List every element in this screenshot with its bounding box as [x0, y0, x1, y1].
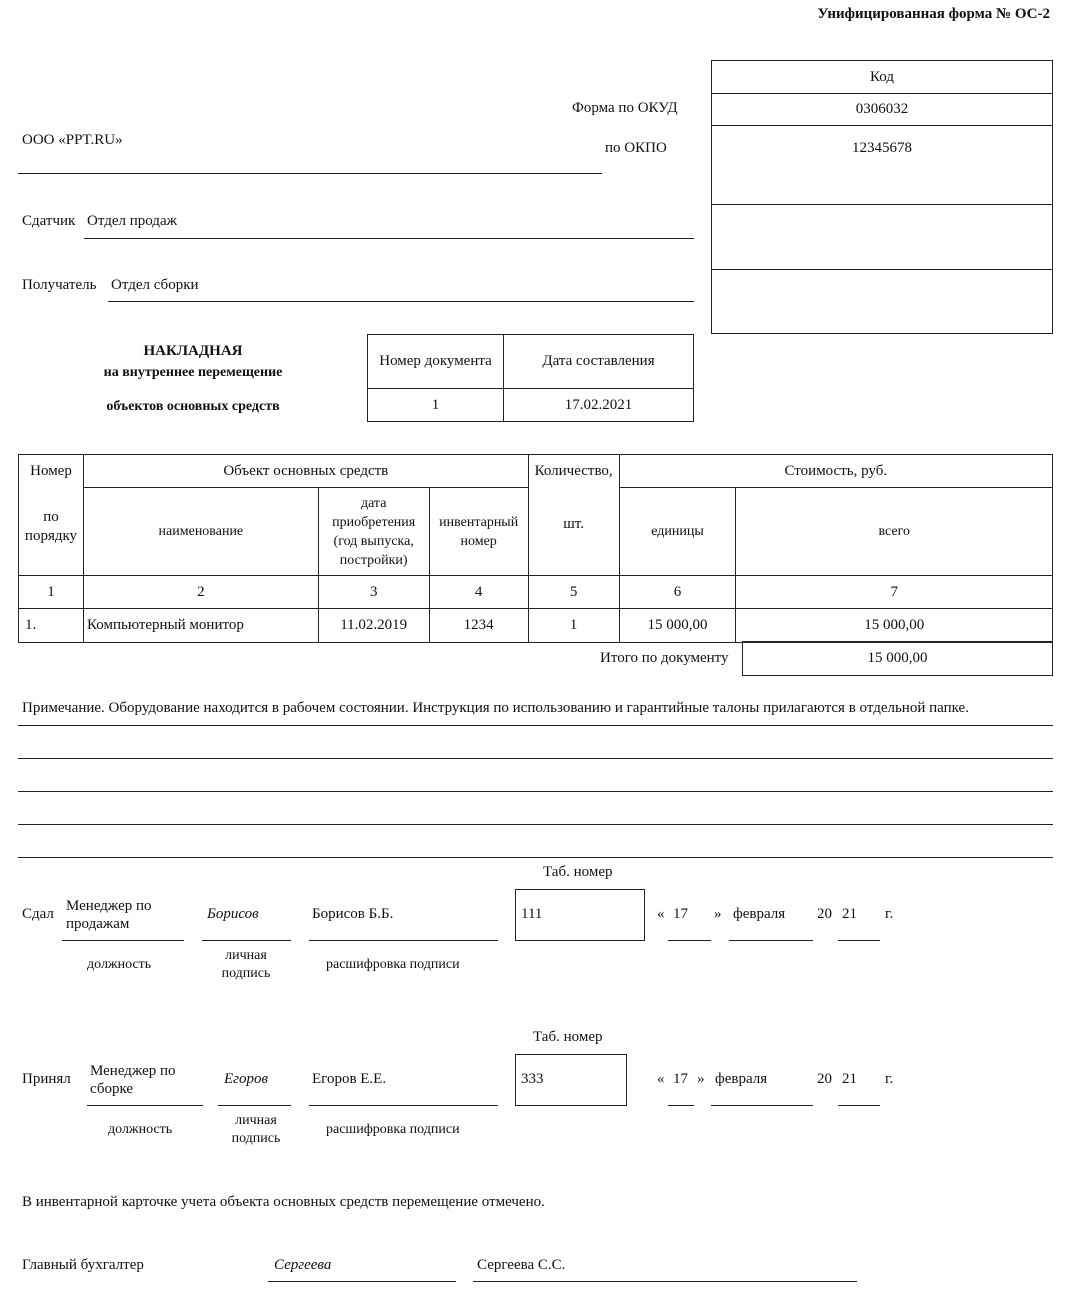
- okpo-value: 12345678: [852, 140, 912, 156]
- accountant-label: Главный бухгалтер: [22, 1257, 144, 1273]
- received-tab-number: 333: [521, 1071, 544, 1087]
- handed-name-line: [309, 940, 498, 941]
- received-label: Принял: [22, 1071, 71, 1087]
- accountant-signature-line: [268, 1281, 456, 1282]
- handed-cap-signature: личная подпись: [221, 948, 271, 981]
- code-header: Код: [711, 60, 1053, 94]
- col-number: 2: [83, 576, 318, 609]
- handed-signature: Борисов: [207, 906, 259, 922]
- total-header: всего: [736, 488, 1053, 576]
- handed-day: 17: [673, 906, 688, 922]
- received-month: февраля: [715, 1071, 768, 1087]
- handed-g: г.: [885, 906, 894, 922]
- handed-position: Менеджер по продажам: [66, 898, 152, 932]
- note-line: [18, 758, 1053, 759]
- note-text: Примечание. Оборудование находится в рабочем состоянии. Инструкция по использованию и гарантийные талоны прилагаются в отдельной папке.: [22, 700, 969, 716]
- handed-month: февраля: [733, 906, 786, 922]
- col-number: 7: [736, 576, 1053, 609]
- col-number: 5: [528, 576, 619, 609]
- doc-number-value: 1: [368, 389, 504, 422]
- assets-table: [18, 454, 1053, 643]
- note-line: [18, 791, 1053, 792]
- organization-line: [18, 173, 602, 174]
- received-year-prefix: 20: [817, 1071, 832, 1087]
- received-name: Егоров Е.Е.: [312, 1071, 387, 1087]
- sender-label: Сдатчик: [22, 213, 76, 229]
- handed-signature-line: [202, 940, 291, 941]
- note-line: [18, 725, 1053, 726]
- doc-number-table: [367, 334, 694, 422]
- cost-header: Стоимость, руб.: [619, 455, 1052, 488]
- code-empty-1: [711, 204, 1053, 270]
- num-header-bottom: по порядку: [24, 509, 78, 544]
- quote-close: »: [714, 906, 722, 922]
- handed-cap-position: должность: [87, 957, 152, 972]
- handed-tab-label: Таб. номер: [543, 864, 613, 880]
- col-number: 6: [619, 576, 736, 609]
- received-day-line: [668, 1105, 694, 1106]
- received-year: 21: [842, 1071, 857, 1087]
- code-empty-2: [711, 269, 1053, 334]
- table-row: [19, 609, 1053, 643]
- doc-number-header: Номер документа: [368, 335, 504, 389]
- received-position-line: [87, 1105, 203, 1106]
- quote-open: «: [657, 906, 665, 922]
- inventory-note: В инвентарной карточке учета объекта основных средств перемещение отмечено.: [22, 1194, 545, 1210]
- handed-position-line: [62, 940, 184, 941]
- received-g: г.: [885, 1071, 894, 1087]
- received-signature-line: [218, 1105, 291, 1106]
- handed-cap-name: расшифровка подписи: [326, 957, 460, 972]
- receiver-label: Получатель: [22, 277, 97, 293]
- handed-day-line: [668, 940, 711, 941]
- quote-open: «: [657, 1071, 665, 1087]
- qty-header: [528, 455, 619, 576]
- handed-label: Сдал: [22, 906, 54, 922]
- object-header: Объект основных средств: [83, 455, 528, 488]
- name-header: наименование: [83, 488, 318, 576]
- num-header: [19, 455, 84, 576]
- row-date: 11.02.2019: [318, 609, 429, 643]
- handed-year: 21: [842, 906, 857, 922]
- received-month-line: [711, 1105, 813, 1106]
- received-tab-box: [515, 1054, 627, 1106]
- total-label: Итого по документу: [600, 650, 729, 666]
- accountant-name: Сергеева С.С.: [477, 1257, 566, 1273]
- note-line: [18, 857, 1053, 858]
- handed-year-prefix: 20: [817, 906, 832, 922]
- row-name: Компьютерный монитор: [83, 609, 318, 643]
- accountant-name-line: [473, 1281, 857, 1282]
- handed-month-line: [729, 940, 813, 941]
- row-num: 1.: [19, 609, 84, 643]
- sender-value: Отдел продаж: [87, 213, 177, 229]
- doc-subtitle-2: объектов основных средств: [106, 399, 280, 414]
- handed-tab-number: 111: [521, 906, 543, 922]
- receiver-line: [108, 301, 694, 302]
- col-number: 1: [19, 576, 84, 609]
- received-position: Менеджер по сборке: [90, 1063, 176, 1097]
- received-day: 17: [673, 1071, 688, 1087]
- qty-header-top: Количество,: [534, 463, 613, 479]
- okpo-cell: [711, 125, 1053, 205]
- col-number: 3: [318, 576, 429, 609]
- acq-date-header: дата приобретения (год выпуска, постройки): [318, 488, 429, 576]
- okud-value: 0306032: [711, 93, 1053, 126]
- received-cap-position: должность: [108, 1122, 173, 1137]
- handed-year-line: [838, 940, 880, 941]
- row-inv: 1234: [429, 609, 528, 643]
- qty-header-bottom: шт.: [563, 516, 584, 532]
- quote-close: »: [697, 1071, 705, 1087]
- unit-header: единицы: [619, 488, 736, 576]
- row-unit: 15 000,00: [619, 609, 736, 643]
- okpo-label: по ОКПО: [605, 140, 667, 156]
- received-name-line: [309, 1105, 498, 1106]
- doc-title: НАКЛАДНАЯ: [143, 343, 243, 359]
- received-tab-label: Таб. номер: [533, 1029, 603, 1045]
- col-number: 4: [429, 576, 528, 609]
- received-signature: Егоров: [224, 1071, 269, 1087]
- okud-label: Форма по ОКУД: [572, 100, 678, 116]
- num-header-top: Номер: [30, 463, 72, 479]
- handed-name: Борисов Б.Б.: [312, 906, 394, 922]
- received-year-line: [838, 1105, 880, 1106]
- row-total: 15 000,00: [736, 609, 1053, 643]
- row-qty: 1: [528, 609, 619, 643]
- received-cap-signature: личная подпись: [231, 1113, 281, 1146]
- received-cap-name: расшифровка подписи: [326, 1122, 460, 1137]
- accountant-signature: Сергеева: [274, 1257, 332, 1273]
- receiver-value: Отдел сборки: [111, 277, 199, 293]
- inv-num-header: инвентарный номер: [429, 488, 528, 576]
- sender-line: [84, 238, 694, 239]
- handed-tab-box: [515, 889, 645, 941]
- note-line: [18, 824, 1053, 825]
- doc-date-value: 17.02.2021: [504, 389, 694, 422]
- form-title: Унифицированная форма № ОС-2: [817, 6, 1050, 22]
- doc-subtitle-1: на внутреннее перемещение: [103, 365, 283, 380]
- total-value: 15 000,00: [742, 641, 1053, 676]
- doc-date-header: Дата составления: [504, 335, 694, 389]
- organization-name: ООО «PPT.RU»: [22, 132, 123, 148]
